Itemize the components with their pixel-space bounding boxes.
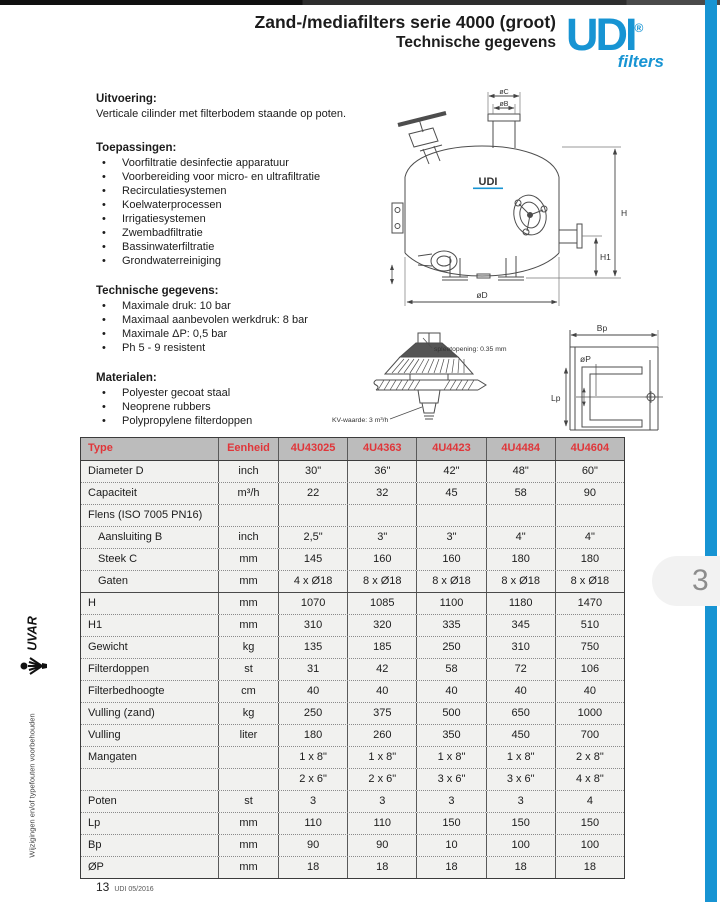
dim-label-od: øD [476,290,488,300]
cell-value: 40 [347,681,416,702]
cell-value: 10 [416,835,485,856]
cell-value: 3 x 6" [416,769,485,790]
dim-label-ob: øB [499,101,509,108]
row-label: Filterdoppen [88,663,150,675]
row-unit: mm [218,835,278,856]
cell-value: 3 [347,791,416,812]
cell-value [347,505,416,526]
row-unit: mm [218,813,278,834]
row-label: Mangaten [88,751,137,763]
udi-logo-wordmark [566,4,666,59]
table-row [81,482,624,504]
row-unit: inch [218,527,278,548]
col-header-model: 4U43025 [278,438,347,460]
section-heading: Materialen: [96,372,157,384]
cell-value: 58 [416,659,485,680]
cell-value: 2,5" [278,527,347,548]
cell-value: 2 x 8" [555,747,624,768]
cell-value: 18 [347,857,416,878]
technical-drawing [330,85,665,432]
cell-value: 1085 [347,593,416,614]
table-row [81,768,624,790]
dim-label-h1: H1 [600,252,611,262]
section-heading: Uitvoering: [96,93,157,105]
cell-value: 375 [347,703,416,724]
bullet-item: • Grondwaterreiniging [96,254,396,268]
bullet-item: • Maximaal aanbevolen werkdruk: 8 bar [96,313,396,327]
leg-detail-drawing [566,330,663,430]
cell-value: 250 [278,703,347,724]
row-label: H [88,597,96,609]
uvar-logo-text: UVAR [25,616,40,651]
row-unit [218,747,278,768]
cell-value: 350 [416,725,485,746]
udi-logo-text: UDI [566,9,635,60]
section-heading: Technische gegevens: [96,285,219,297]
vessel-udi-logo: UDI [478,176,498,188]
vessel-udi-logo-underline [473,188,503,190]
side-disclaimer-text: Wijzigingen en/of typefouten voorbehouden [27,713,37,858]
row-unit: st [218,659,278,680]
cell-value: 700 [555,725,624,746]
nozzle-slot-label: spleetopening: 0.35 mm [434,346,507,353]
row-unit: kg [218,703,278,724]
cell-value: 150 [416,813,485,834]
cell-value: 32 [347,483,416,504]
row-label: Aansluiting B [98,531,163,543]
bullet-item: • Neoprene rubbers [96,400,396,414]
section-body: Verticale cilinder met filterbodem staande op poten. [96,108,347,120]
cell-value: 150 [555,813,624,834]
cell-value: 1070 [278,593,347,614]
bullet-item: • Voorfiltratie desinfectie apparatuur [96,156,396,170]
cell-value: 45 [416,483,485,504]
cell-value: 145 [278,549,347,570]
bullet-item: • Koelwaterprocessen [96,198,396,212]
table-row [81,702,624,724]
row-unit: mm [218,571,278,592]
table-row [81,548,624,570]
row-unit: st [218,791,278,812]
cell-value: 4 x 8" [555,769,624,790]
cell-value: 1470 [555,593,624,614]
row-label: Bp [88,839,102,851]
dim-label-op: øP [580,354,591,364]
row-unit: mm [218,615,278,636]
cell-value: 320 [347,615,416,636]
table-row [81,438,624,460]
table-row [81,658,624,680]
cell-value: 310 [486,637,555,658]
cell-value: 4" [486,527,555,548]
table-row [81,460,624,482]
title-line-2: Technische gegevens [396,34,556,51]
cell-value: 1180 [486,593,555,614]
cell-value: 2 x 6" [278,769,347,790]
cell-value: 90 [347,835,416,856]
cell-value: 260 [347,725,416,746]
nozzle-kv-label: KV-waarde: 3 m³/h [332,417,389,424]
page-edge-blue-stripe [705,0,717,902]
cell-value: 31 [278,659,347,680]
cell-value [555,505,624,526]
cell-value: 650 [486,703,555,724]
cell-value: 30" [278,461,347,482]
spec-table [80,437,625,879]
row-label: Vulling [88,729,121,741]
cell-value [416,505,485,526]
page-number-badge-label: 3 [692,564,709,597]
dim-label-oc: øC [499,89,509,96]
row-label: Gewicht [88,641,128,653]
cell-value: 90 [555,483,624,504]
cell-value: 185 [347,637,416,658]
table-row [81,680,624,702]
cell-value: 8 x Ø18 [486,571,555,592]
row-unit [218,769,278,790]
cell-value: 42" [416,461,485,482]
cell-value: 3 x 6" [486,769,555,790]
table-row [81,812,624,834]
row-unit: liter [218,725,278,746]
cell-value: 8 x Ø18 [555,571,624,592]
cell-value: 4" [555,527,624,548]
cell-value: 48" [486,461,555,482]
table-row [81,570,624,592]
document-title [160,11,556,53]
table-row [81,614,624,636]
cell-value: 1 x 8" [416,747,485,768]
row-unit: mm [218,857,278,878]
table-row [81,504,624,526]
col-header-model: 4U4363 [347,438,416,460]
table-row [81,746,624,768]
cell-value: 8 x Ø18 [347,571,416,592]
cell-value: 750 [555,637,624,658]
cell-value: 100 [486,835,555,856]
cell-value: 3" [347,527,416,548]
cell-value: 450 [486,725,555,746]
cell-value: 18 [555,857,624,878]
registered-mark: ® [634,21,644,35]
table-row [81,856,624,878]
table-row [81,636,624,658]
row-unit [218,505,278,526]
bullet-item: • Polyester gecoat staal [96,386,396,400]
col-header-model: 4U4604 [555,438,624,460]
footer-reference: UDI 05/2016 [114,886,154,893]
cell-value: 106 [555,659,624,680]
cell-value: 1 x 8" [278,747,347,768]
col-header-eenheid: Eenheid [218,438,278,460]
bullet-item: • Recirculatiesystemen [96,184,396,198]
bullet-item: • Zwembadfiltratie [96,226,396,240]
cell-value: 160 [416,549,485,570]
col-header-model: 4U4423 [416,438,485,460]
vessel-dimension-arrows [407,96,615,302]
cell-value: 510 [555,615,624,636]
cell-value: 335 [416,615,485,636]
row-label: Flens (ISO 7005 PN16) [88,509,203,521]
dim-label-bp: Bp [596,323,608,333]
cell-value: 3 [486,791,555,812]
row-label: Steek C [98,553,138,565]
cell-value: 40 [486,681,555,702]
cell-value: 3 [416,791,485,812]
footer-page-number: 13 [96,880,110,894]
cell-value: 60" [555,461,624,482]
page-footer [96,878,154,896]
cell-value: 345 [486,615,555,636]
bullet-item: • Ph 5 - 9 resistent [96,341,396,355]
cell-value: 40 [555,681,624,702]
row-label: ØP [88,861,104,873]
udi-logo [566,4,666,72]
table-row [81,526,624,548]
dim-label-h: H [621,208,628,218]
cell-value: 250 [416,637,485,658]
cell-value: 3 [278,791,347,812]
cell-value: 2 x 6" [347,769,416,790]
udi-logo-sub: filters [617,52,664,71]
section-heading: Toepassingen: [96,142,177,154]
cell-value: 18 [486,857,555,878]
row-unit: m³/h [218,483,278,504]
cell-value: 8 x Ø18 [416,571,485,592]
cell-value: 110 [278,813,347,834]
cell-value: 1 x 8" [347,747,416,768]
row-label: Gaten [98,575,128,587]
cell-value: 42 [347,659,416,680]
cell-value [278,505,347,526]
cell-value: 72 [486,659,555,680]
row-label: H1 [88,619,103,631]
table-row [81,724,624,746]
cell-value: 36" [347,461,416,482]
row-label: Capaciteit [88,487,137,499]
cell-value: 3" [416,527,485,548]
cell-value: 180 [486,549,555,570]
cell-value: 180 [278,725,347,746]
row-unit: cm [218,681,278,702]
cell-value: 1100 [416,593,485,614]
cell-value: 310 [278,615,347,636]
col-header-type: Type [88,442,113,454]
table-row [81,834,624,856]
row-label: Lp [88,817,101,829]
cell-value: 58 [486,483,555,504]
cell-value: 180 [555,549,624,570]
cell-value: 40 [416,681,485,702]
dim-label-lp: Lp [551,393,561,403]
title-line-1: Zand-/mediafilters serie 4000 (groot) [254,12,556,32]
bullet-item: • Maximale druk: 10 bar [96,299,396,313]
cell-value: 22 [278,483,347,504]
row-label: Poten [88,795,117,807]
col-header-model: 4U4484 [486,438,555,460]
cell-value: 4 x Ø18 [278,571,347,592]
row-label [81,769,218,790]
table-row [81,790,624,812]
bullet-item: • Bassinwaterfiltratie [96,240,396,254]
cell-value: 18 [416,857,485,878]
cell-value: 1 x 8" [486,747,555,768]
row-label: Vulling (zand) [88,707,155,719]
row-unit: kg [218,637,278,658]
cell-value: 18 [278,857,347,878]
cell-value: 1000 [555,703,624,724]
row-label: Diameter D [88,465,144,477]
cell-value: 90 [278,835,347,856]
vessel-drawing [392,113,582,284]
bullet-item: • Voorbereiding voor micro- en ultrafiltratie [96,170,396,184]
cell-value: 500 [416,703,485,724]
bullet-item: • Irrigatiesystemen [96,212,396,226]
cell-value: 100 [555,835,624,856]
row-unit: inch [218,461,278,482]
row-unit: mm [218,549,278,570]
row-unit: mm [218,593,278,614]
table-row [81,592,624,614]
cell-value: 150 [486,813,555,834]
cell-value: 160 [347,549,416,570]
cell-value: 135 [278,637,347,658]
cell-value: 4 [555,791,624,812]
cell-value: 40 [278,681,347,702]
page-number-badge [652,556,720,606]
bullet-item: • Polypropylene filterdoppen [96,414,396,428]
cell-value: 110 [347,813,416,834]
bullet-item: • Maximale ΔP: 0,5 bar [96,327,396,341]
row-label: Filterbedhoogte [88,685,165,697]
cell-value [486,505,555,526]
uvar-figure-icon [19,654,47,678]
